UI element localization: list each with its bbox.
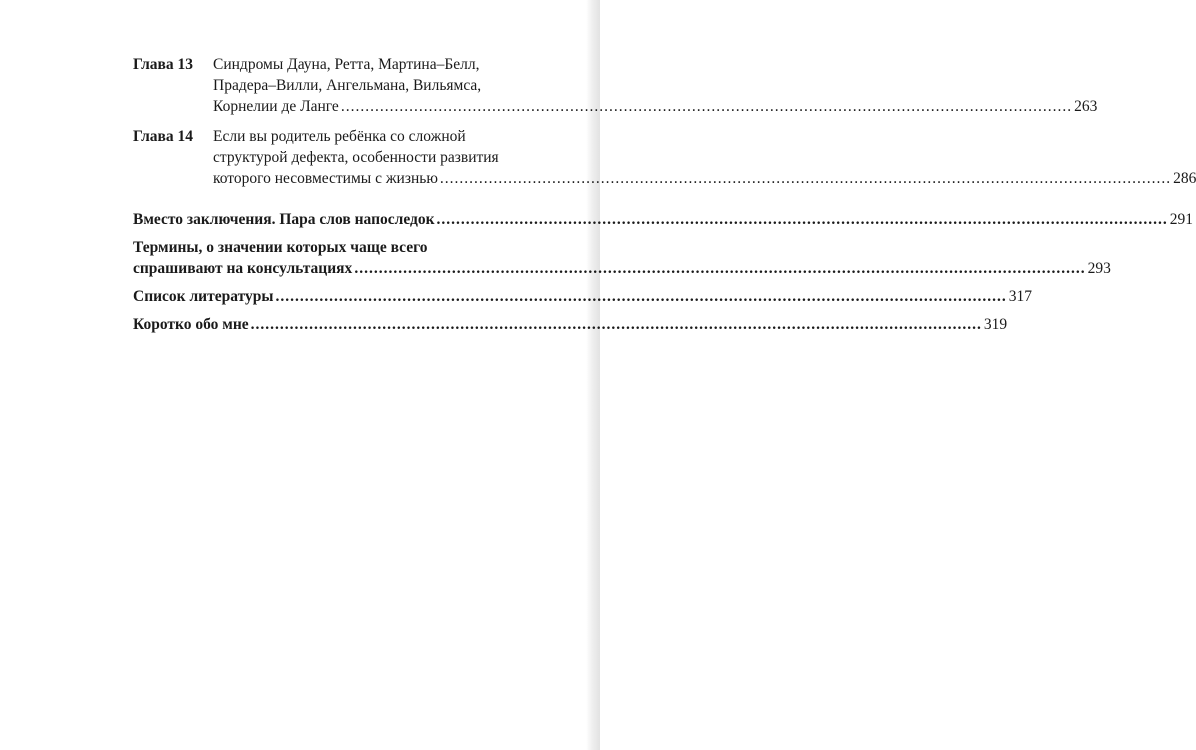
dot-leader [341, 96, 1072, 117]
page-number: 317 [1008, 288, 1032, 305]
chapter-title-line: Синдромы Дауна, Ретта, Мартина–Белл, [213, 56, 480, 73]
chapter-title-line: структурой дефекта, особенности развития [213, 149, 499, 166]
toc-back-matter [133, 209, 1194, 335]
toc-entry-about-author[interactable] [133, 314, 1008, 335]
dot-leader [251, 314, 982, 335]
entry-title-line: Термины, о значении которых чаще всего [133, 239, 428, 256]
entry-title: спрашивают на консультациях [133, 260, 353, 277]
entry-title: Коротко обо мне [133, 316, 249, 333]
toc-chapter-14[interactable] [133, 126, 1196, 189]
dot-leader [440, 168, 1171, 189]
toc-chapter-13[interactable] [133, 54, 1098, 117]
page-number: 319 [983, 316, 1008, 333]
entry-line [133, 209, 1194, 230]
entry-title: Список литературы [133, 288, 274, 305]
toc-entry-bibliography[interactable] [133, 286, 1032, 307]
chapter-label: Глава 14 [133, 128, 194, 145]
toc-entry-glossary[interactable] [133, 237, 1111, 279]
chapter-title-text: Корнелии де Ланге [213, 98, 339, 115]
page-number: 263 [1074, 98, 1098, 115]
chapter-title [213, 54, 1097, 117]
page-number: 291 [1169, 211, 1194, 228]
table-of-contents [133, 54, 1196, 342]
chapter-title-last-line [213, 168, 1196, 189]
entry-line [133, 258, 1111, 279]
entry-title: Вместо заключения. Пара слов напоследок [133, 211, 435, 228]
chapter-title-line: Если вы родитель ребёнка со сложной [213, 128, 466, 145]
chapter-title-text: которого несовместимы с жизнью [213, 170, 438, 187]
chapter-label: Глава 13 [133, 56, 194, 73]
dot-leader [437, 209, 1168, 230]
page-number: 293 [1087, 260, 1111, 277]
chapter-title-line: Прадера–Вилли, Ангельмана, Вильямса, [213, 77, 482, 94]
page-number: 286 [1173, 170, 1196, 187]
dot-leader [354, 258, 1085, 279]
chapter-title [213, 126, 1196, 189]
dot-leader [275, 286, 1006, 307]
chapter-title-last-line [213, 96, 1097, 117]
entry-line [133, 286, 1032, 307]
toc-entry-conclusion[interactable] [133, 209, 1194, 230]
entry-line [133, 314, 1008, 335]
